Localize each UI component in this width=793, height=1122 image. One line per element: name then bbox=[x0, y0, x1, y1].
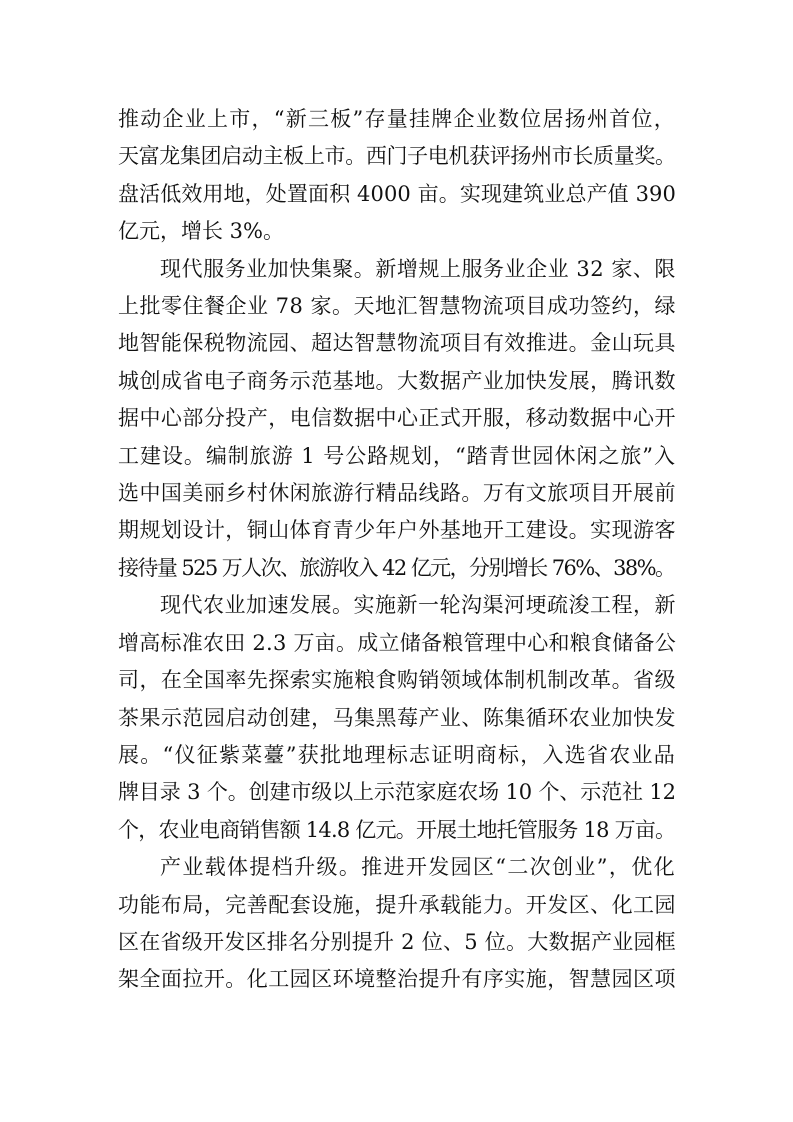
document-body bbox=[118, 101, 676, 999]
text-line bbox=[118, 512, 676, 549]
line-text: 盘活低效用地，处置面积 4000 亩。实现建筑业总产值 390 bbox=[118, 181, 676, 206]
line-text: 推动企业上市，“新三板”存量挂牌企业数位居扬州首位， bbox=[118, 107, 676, 131]
text-line bbox=[118, 550, 676, 587]
text-line bbox=[118, 400, 676, 437]
line-text: 司，在全国率先探索实施粮食购销领域体制机制改革。省级 bbox=[118, 668, 676, 693]
text-line bbox=[118, 700, 676, 737]
line-text: 区在省级开发区排名分别提升 2 位、5 位。大数据产业园框 bbox=[118, 929, 676, 954]
text-line bbox=[118, 438, 676, 475]
text-line bbox=[118, 138, 676, 175]
line-text: 期规划设计，铜山体育青少年户外基地开工建设。实现游客 bbox=[118, 518, 676, 543]
text-line bbox=[118, 774, 676, 811]
line-text: 上批零住餐企业 78 家。天地汇智慧物流项目成功签约，绿 bbox=[118, 294, 676, 319]
text-line bbox=[118, 101, 676, 138]
line-text: 个，农业电商销售额 14.8 亿元。开展土地托管服务 18 万亩。 bbox=[118, 817, 676, 842]
line-text: 据中心部分投产，电信数据中心正式开服，移动数据中心开 bbox=[118, 406, 676, 431]
line-text: 架全面拉开。化工园区环境整治提升有序实施，智慧园区项 bbox=[118, 967, 676, 992]
line-text: 功能布局，完善配套设施，提升承载能力。开发区、化工园 bbox=[118, 892, 676, 917]
line-text: 牌目录 3 个。创建市级以上示范家庭农场 10 个、示范社 12 bbox=[118, 780, 676, 805]
text-line bbox=[118, 288, 676, 325]
paragraph-first-line bbox=[118, 251, 676, 288]
paragraph-first-line bbox=[118, 849, 676, 886]
line-text: 天富龙集团启动主板上市。西门子电机获评扬州市长质量奖。 bbox=[118, 144, 676, 169]
line-text: 城创成省电子商务示范基地。大数据产业加快发展，腾讯数 bbox=[118, 368, 676, 393]
line-text: 现代农业加速发展。实施新一轮沟渠河埂疏浚工程，新 bbox=[160, 593, 676, 618]
line-text: 现代服务业加快集聚。新增规上服务业企业 32 家、限 bbox=[160, 256, 676, 281]
text-line bbox=[118, 887, 676, 924]
text-line bbox=[118, 737, 676, 774]
text-line bbox=[118, 213, 676, 250]
line-text: 展。“仪征紫菜薹”获批地理标志证明商标，入选省农业品 bbox=[118, 742, 676, 767]
text-line bbox=[118, 625, 676, 662]
text-line bbox=[118, 325, 676, 362]
line-text: 接待量 525 万人次、旅游收入 42 亿元，分别增长 76%、38%。 bbox=[118, 555, 675, 580]
text-line bbox=[118, 812, 676, 849]
text-line bbox=[118, 662, 676, 699]
text-line bbox=[118, 475, 676, 512]
line-text: 产业载体提档升级。推进开发园区“二次创业”，优化 bbox=[160, 855, 676, 880]
text-line bbox=[118, 961, 676, 998]
line-text: 增高标准农田 2.3 万亩。成立储备粮管理中心和粮食储备公 bbox=[118, 630, 676, 655]
line-text: 地智能保税物流园、超达智慧物流项目有效推进。金山玩具 bbox=[118, 331, 676, 356]
line-text: 选中国美丽乡村休闲旅游行精品线路。万有文旅项目开展前 bbox=[118, 481, 676, 506]
line-text: 亿元，增长 3%。 bbox=[118, 219, 284, 244]
text-line bbox=[118, 363, 676, 400]
line-text: 工建设。编制旅游 1 号公路规划，“踏青世园休闲之旅”入 bbox=[118, 443, 676, 468]
text-line bbox=[118, 176, 676, 213]
text-line bbox=[118, 924, 676, 961]
line-text: 茶果示范园启动创建，马集黑莓产业、陈集循环农业加快发 bbox=[118, 705, 676, 730]
paragraph-first-line bbox=[118, 587, 676, 624]
